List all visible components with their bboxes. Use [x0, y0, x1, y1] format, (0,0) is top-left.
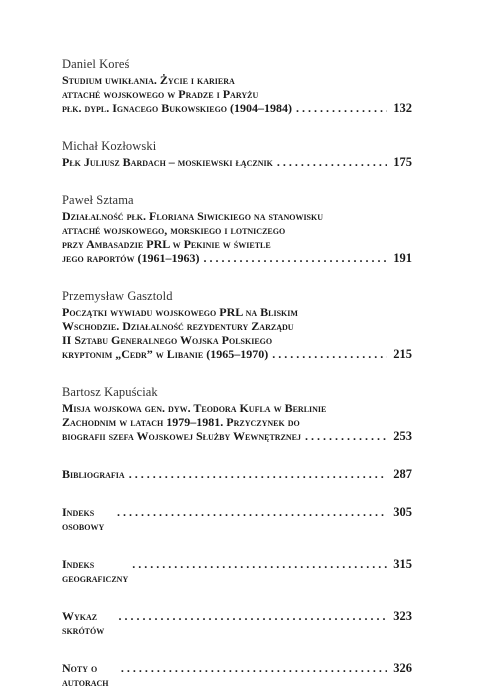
dot-leader — [273, 155, 387, 169]
title-line-text: biografii szefa Wojskowej Służby Wewnętrznej — [62, 429, 302, 443]
toc-entry-geographic-index — [62, 557, 412, 585]
title-line: Początki wywiadu wojskowego PRL na Bliskim — [62, 305, 298, 319]
dot-leader — [292, 101, 387, 115]
entry-label: Indeks geograficzny — [62, 557, 129, 585]
title-line-text: płk. dypl. Ignacego Bukowskiego (1904–1984) — [62, 101, 293, 115]
dot-leader — [200, 251, 388, 265]
title-line: II Sztabu Generalnego Wojska Polskiego — [62, 333, 273, 347]
entry-author: Przemysław Gasztold — [62, 289, 173, 303]
entry-author: Michał Kozłowski — [62, 139, 157, 153]
title-line: attaché wojskowego, morskiego i lotniczego — [62, 223, 286, 237]
title-line: przy Ambasadzie PRL w Pekinie w świetle — [62, 237, 271, 251]
entry-title — [62, 401, 412, 443]
entry-label: Indeks osobowy — [62, 505, 105, 533]
title-line-text: Płk Juliusz Bardach – moskiewski łącznik — [62, 155, 273, 169]
page-number: 287 — [393, 467, 412, 481]
title-line-last — [62, 251, 412, 265]
dot-leader — [113, 505, 387, 519]
title-line: Misja wojskowa gen. dyw. Teodora Kufla w Berlinie — [62, 401, 327, 415]
page-number: 305 — [393, 505, 412, 519]
page-number: 191 — [393, 251, 412, 265]
entry-label: Noty o autorach — [62, 661, 109, 689]
title-line-last — [62, 347, 412, 361]
toc-entry — [62, 385, 412, 443]
entry-title — [62, 305, 412, 361]
toc-entry — [62, 289, 412, 361]
dot-leader — [268, 347, 387, 361]
dot-leader — [117, 661, 387, 675]
title-line: attaché wojskowego w Pradze i Paryżu — [62, 87, 259, 101]
entry-label: Bibliografia — [62, 467, 125, 481]
title-line-last — [62, 155, 412, 169]
dot-leader — [125, 467, 388, 481]
dot-leader — [128, 557, 387, 571]
page-number: 253 — [393, 429, 412, 443]
toc-entry-bibliography — [62, 467, 412, 481]
title-line-text: kryptonim „Cedr” w Libanie (1965–1970) — [62, 347, 269, 361]
dot-leader — [115, 609, 388, 623]
toc-entry-abbreviations — [62, 609, 412, 637]
toc-entry — [62, 139, 412, 169]
page-number: 215 — [393, 347, 412, 361]
entry-author: Bartosz Kapuściak — [62, 385, 158, 399]
toc-entry-author-notes — [62, 661, 412, 689]
entry-title — [62, 155, 412, 169]
entry-label: Wykaz skrótów — [62, 609, 105, 637]
title-line: Wschodzie. Działalność rezydentury Zarządu — [62, 319, 294, 333]
toc-entry — [62, 193, 412, 265]
entry-author: Paweł Sztama — [62, 193, 134, 207]
entry-author: Daniel Koreś — [62, 57, 130, 71]
toc-entry — [62, 57, 412, 115]
title-line-text: jego raportów (1961–1963) — [62, 251, 200, 265]
title-line-last — [62, 429, 412, 443]
title-line: Działalność płk. Floriana Siwickiego na stanowisku — [62, 209, 324, 223]
title-line: Studium uwikłania. Życie i kariera — [62, 73, 235, 87]
back-matter-list — [62, 467, 412, 689]
page-number: 132 — [393, 101, 412, 115]
page-number: 323 — [393, 609, 412, 623]
dot-leader — [301, 429, 387, 443]
page-number: 175 — [393, 155, 412, 169]
title-line: Zachodnim w latach 1979–1981. Przyczynek do — [62, 415, 300, 429]
toc-entry-person-index — [62, 505, 412, 533]
page-number: 315 — [393, 557, 412, 571]
table-of-contents — [62, 57, 412, 689]
entry-title — [62, 209, 412, 265]
page-number: 326 — [393, 661, 412, 675]
title-line-last — [62, 101, 412, 115]
entry-title — [62, 73, 412, 115]
